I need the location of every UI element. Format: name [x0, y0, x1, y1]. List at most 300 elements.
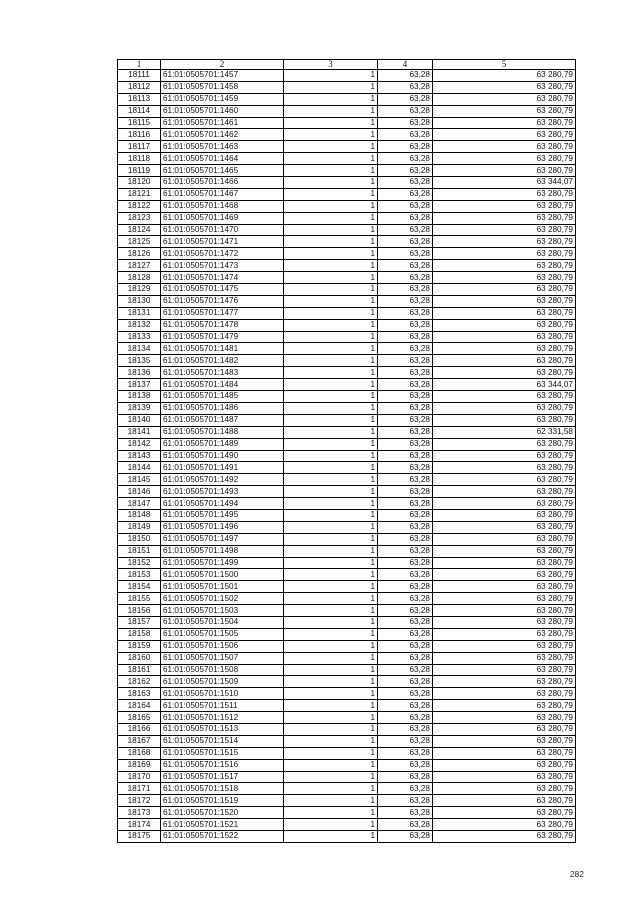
value-cell: 63 280,79	[433, 319, 576, 331]
row-number-cell: 18151	[118, 545, 161, 557]
row-number-cell: 18153	[118, 569, 161, 581]
area-cell: 63,28	[378, 557, 433, 569]
row-number-cell: 18161	[118, 664, 161, 676]
row-number-cell: 18167	[118, 735, 161, 747]
table-row	[118, 557, 576, 569]
row-number-cell: 18154	[118, 581, 161, 593]
quantity-cell: 1	[284, 343, 378, 355]
quantity-cell: 1	[284, 379, 378, 391]
cadastral-number-cell: 61:01:0505701:1460	[161, 105, 284, 117]
table-row	[118, 391, 576, 403]
row-number-cell: 18145	[118, 474, 161, 486]
cadastral-number-cell: 61:01:0505701:1498	[161, 545, 284, 557]
table-row	[118, 723, 576, 735]
table-row	[118, 521, 576, 533]
row-number-cell: 18148	[118, 509, 161, 521]
quantity-cell: 1	[284, 224, 378, 236]
table-row	[118, 272, 576, 284]
page-number: 282	[569, 869, 584, 879]
row-number-cell: 18132	[118, 319, 161, 331]
value-cell: 63 280,79	[433, 700, 576, 712]
value-cell: 63 280,79	[433, 831, 576, 843]
area-cell: 63,28	[378, 284, 433, 296]
quantity-cell: 1	[284, 331, 378, 343]
row-number-cell: 18130	[118, 295, 161, 307]
quantity-cell: 1	[284, 438, 378, 450]
row-number-cell: 18147	[118, 498, 161, 510]
row-number-cell: 18150	[118, 533, 161, 545]
quantity-cell: 1	[284, 177, 378, 189]
column-header-3: 3	[284, 60, 378, 70]
quantity-cell: 1	[284, 795, 378, 807]
table-row	[118, 819, 576, 831]
quantity-cell: 1	[284, 474, 378, 486]
cadastral-number-cell: 61:01:0505701:1510	[161, 688, 284, 700]
area-cell: 63,28	[378, 355, 433, 367]
cadastral-number-cell: 61:01:0505701:1458	[161, 81, 284, 93]
table-row	[118, 129, 576, 141]
quantity-cell: 1	[284, 153, 378, 165]
table-row	[118, 474, 576, 486]
table-row	[118, 70, 576, 82]
row-number-cell: 18135	[118, 355, 161, 367]
value-cell: 63 280,79	[433, 165, 576, 177]
cadastral-number-cell: 61:01:0505701:1471	[161, 236, 284, 248]
area-cell: 63,28	[378, 450, 433, 462]
value-cell: 63 280,79	[433, 498, 576, 510]
row-number-cell: 18165	[118, 712, 161, 724]
area-cell: 63,28	[378, 747, 433, 759]
quantity-cell: 1	[284, 284, 378, 296]
value-cell: 63 280,79	[433, 664, 576, 676]
cadastral-number-cell: 61:01:0505701:1472	[161, 248, 284, 260]
table-row	[118, 307, 576, 319]
quantity-cell: 1	[284, 165, 378, 177]
table-row	[118, 509, 576, 521]
area-cell: 63,28	[378, 414, 433, 426]
cadastral-number-cell: 61:01:0505701:1475	[161, 284, 284, 296]
area-cell: 63,28	[378, 81, 433, 93]
area-cell: 63,28	[378, 509, 433, 521]
area-cell: 63,28	[378, 260, 433, 272]
value-cell: 63 280,79	[433, 200, 576, 212]
cadastral-number-cell: 61:01:0505701:1482	[161, 355, 284, 367]
cadastral-number-cell: 61:01:0505701:1477	[161, 307, 284, 319]
table-row	[118, 426, 576, 438]
value-cell: 63 280,79	[433, 367, 576, 379]
value-cell: 63 280,79	[433, 533, 576, 545]
table-row	[118, 747, 576, 759]
area-cell: 63,28	[378, 533, 433, 545]
row-number-cell: 18134	[118, 343, 161, 355]
cadastral-number-cell: 61:01:0505701:1466	[161, 177, 284, 189]
table-row	[118, 759, 576, 771]
area-cell: 63,28	[378, 117, 433, 129]
table-row	[118, 486, 576, 498]
area-cell: 63,28	[378, 795, 433, 807]
area-cell: 63,28	[378, 616, 433, 628]
row-number-cell: 18128	[118, 272, 161, 284]
cadastral-number-cell: 61:01:0505701:1487	[161, 414, 284, 426]
row-number-cell: 18140	[118, 414, 161, 426]
row-number-cell: 18120	[118, 177, 161, 189]
value-cell: 63 344,07	[433, 379, 576, 391]
row-number-cell: 18174	[118, 819, 161, 831]
row-number-cell: 18158	[118, 628, 161, 640]
row-number-cell: 18162	[118, 676, 161, 688]
cadastral-number-cell: 61:01:0505701:1504	[161, 616, 284, 628]
cadastral-number-cell: 61:01:0505701:1495	[161, 509, 284, 521]
quantity-cell: 1	[284, 676, 378, 688]
table-row	[118, 688, 576, 700]
quantity-cell: 1	[284, 236, 378, 248]
value-cell: 63 280,79	[433, 70, 576, 82]
quantity-cell: 1	[284, 735, 378, 747]
area-cell: 63,28	[378, 664, 433, 676]
value-cell: 63 280,79	[433, 509, 576, 521]
cadastral-number-cell: 61:01:0505701:1513	[161, 723, 284, 735]
area-cell: 63,28	[378, 628, 433, 640]
value-cell: 63 280,79	[433, 284, 576, 296]
table-row	[118, 712, 576, 724]
area-cell: 63,28	[378, 129, 433, 141]
table-row	[118, 224, 576, 236]
cadastral-number-cell: 61:01:0505701:1470	[161, 224, 284, 236]
row-number-cell: 18136	[118, 367, 161, 379]
table-row	[118, 81, 576, 93]
table-row	[118, 236, 576, 248]
row-number-cell: 18142	[118, 438, 161, 450]
quantity-cell: 1	[284, 295, 378, 307]
row-number-cell: 18141	[118, 426, 161, 438]
row-number-cell: 18155	[118, 593, 161, 605]
quantity-cell: 1	[284, 367, 378, 379]
cadastral-number-cell: 61:01:0505701:1492	[161, 474, 284, 486]
row-number-cell: 18171	[118, 783, 161, 795]
value-cell: 63 280,79	[433, 93, 576, 105]
quantity-cell: 1	[284, 783, 378, 795]
cadastral-number-cell: 61:01:0505701:1484	[161, 379, 284, 391]
row-number-cell: 18139	[118, 402, 161, 414]
area-cell: 63,28	[378, 498, 433, 510]
cadastral-number-cell: 61:01:0505701:1517	[161, 771, 284, 783]
area-cell: 63,28	[378, 200, 433, 212]
row-number-cell: 18159	[118, 640, 161, 652]
area-cell: 63,28	[378, 735, 433, 747]
area-cell: 63,28	[378, 319, 433, 331]
area-cell: 63,28	[378, 486, 433, 498]
row-number-cell: 18143	[118, 450, 161, 462]
area-cell: 63,28	[378, 165, 433, 177]
cadastral-number-cell: 61:01:0505701:1483	[161, 367, 284, 379]
quantity-cell: 1	[284, 533, 378, 545]
value-cell: 63 280,79	[433, 593, 576, 605]
table-row	[118, 831, 576, 843]
column-header-2: 2	[161, 60, 284, 70]
table-row	[118, 652, 576, 664]
quantity-cell: 1	[284, 759, 378, 771]
table-row	[118, 248, 576, 260]
row-number-cell: 18172	[118, 795, 161, 807]
table-row	[118, 771, 576, 783]
area-cell: 63,28	[378, 379, 433, 391]
value-cell: 63 280,79	[433, 688, 576, 700]
cadastral-number-cell: 61:01:0505701:1514	[161, 735, 284, 747]
cadastral-number-cell: 61:01:0505701:1464	[161, 153, 284, 165]
quantity-cell: 1	[284, 628, 378, 640]
cadastral-number-cell: 61:01:0505701:1522	[161, 831, 284, 843]
table-row	[118, 153, 576, 165]
row-number-cell: 18146	[118, 486, 161, 498]
cadastral-number-cell: 61:01:0505701:1516	[161, 759, 284, 771]
quantity-cell: 1	[284, 723, 378, 735]
row-number-cell: 18137	[118, 379, 161, 391]
area-cell: 63,28	[378, 307, 433, 319]
quantity-cell: 1	[284, 819, 378, 831]
value-cell: 63 344,07	[433, 177, 576, 189]
table-row	[118, 414, 576, 426]
table-row	[118, 700, 576, 712]
quantity-cell: 1	[284, 831, 378, 843]
cadastral-number-cell: 61:01:0505701:1511	[161, 700, 284, 712]
value-cell: 63 280,79	[433, 819, 576, 831]
cadastral-number-cell: 61:01:0505701:1519	[161, 795, 284, 807]
table-row	[118, 640, 576, 652]
value-cell: 62 331,58	[433, 426, 576, 438]
cadastral-number-cell: 61:01:0505701:1465	[161, 165, 284, 177]
quantity-cell: 1	[284, 93, 378, 105]
value-cell: 63 280,79	[433, 81, 576, 93]
cadastral-number-cell: 61:01:0505701:1479	[161, 331, 284, 343]
quantity-cell: 1	[284, 319, 378, 331]
row-number-cell: 18111	[118, 70, 161, 82]
table-row	[118, 735, 576, 747]
column-header-1: 1	[118, 60, 161, 70]
area-cell: 63,28	[378, 70, 433, 82]
area-cell: 63,28	[378, 759, 433, 771]
table-row	[118, 379, 576, 391]
quantity-cell: 1	[284, 509, 378, 521]
area-cell: 63,28	[378, 700, 433, 712]
table-row	[118, 367, 576, 379]
value-cell: 63 280,79	[433, 735, 576, 747]
row-number-cell: 18133	[118, 331, 161, 343]
quantity-cell: 1	[284, 747, 378, 759]
quantity-cell: 1	[284, 664, 378, 676]
row-number-cell: 18115	[118, 117, 161, 129]
table-row	[118, 295, 576, 307]
area-cell: 63,28	[378, 819, 433, 831]
value-cell: 63 280,79	[433, 224, 576, 236]
value-cell: 63 280,79	[433, 771, 576, 783]
value-cell: 63 280,79	[433, 129, 576, 141]
row-number-cell: 18119	[118, 165, 161, 177]
column-header-4: 4	[378, 60, 433, 70]
cadastral-number-cell: 61:01:0505701:1521	[161, 819, 284, 831]
cadastral-number-cell: 61:01:0505701:1469	[161, 212, 284, 224]
table-row	[118, 807, 576, 819]
area-cell: 63,28	[378, 438, 433, 450]
table-row	[118, 177, 576, 189]
cadastral-number-cell: 61:01:0505701:1500	[161, 569, 284, 581]
row-number-cell: 18149	[118, 521, 161, 533]
quantity-cell: 1	[284, 593, 378, 605]
value-cell: 63 280,79	[433, 236, 576, 248]
area-cell: 63,28	[378, 248, 433, 260]
area-cell: 63,28	[378, 593, 433, 605]
value-cell: 63 280,79	[433, 260, 576, 272]
cadastral-number-cell: 61:01:0505701:1462	[161, 129, 284, 141]
table-row	[118, 331, 576, 343]
area-cell: 63,28	[378, 462, 433, 474]
area-cell: 63,28	[378, 105, 433, 117]
quantity-cell: 1	[284, 545, 378, 557]
row-number-cell: 18129	[118, 284, 161, 296]
row-number-cell: 18117	[118, 141, 161, 153]
value-cell: 63 280,79	[433, 545, 576, 557]
value-cell: 63 280,79	[433, 295, 576, 307]
value-cell: 63 280,79	[433, 212, 576, 224]
quantity-cell: 1	[284, 402, 378, 414]
quantity-cell: 1	[284, 450, 378, 462]
area-cell: 63,28	[378, 177, 433, 189]
table-row	[118, 664, 576, 676]
value-cell: 63 280,79	[433, 569, 576, 581]
area-cell: 63,28	[378, 93, 433, 105]
cadastral-number-cell: 61:01:0505701:1485	[161, 391, 284, 403]
value-cell: 63 280,79	[433, 331, 576, 343]
value-cell: 63 280,79	[433, 414, 576, 426]
table-row	[118, 569, 576, 581]
value-cell: 63 280,79	[433, 105, 576, 117]
row-number-cell: 18118	[118, 153, 161, 165]
quantity-cell: 1	[284, 188, 378, 200]
row-number-cell: 18122	[118, 200, 161, 212]
row-number-cell: 18144	[118, 462, 161, 474]
value-cell: 63 280,79	[433, 307, 576, 319]
table-row	[118, 260, 576, 272]
cadastral-number-cell: 61:01:0505701:1486	[161, 402, 284, 414]
area-cell: 63,28	[378, 545, 433, 557]
row-number-cell: 18124	[118, 224, 161, 236]
table-row	[118, 141, 576, 153]
row-number-cell: 18152	[118, 557, 161, 569]
row-number-cell: 18125	[118, 236, 161, 248]
value-cell: 63 280,79	[433, 616, 576, 628]
table-row	[118, 212, 576, 224]
table-row	[118, 200, 576, 212]
area-cell: 63,28	[378, 212, 433, 224]
value-cell: 63 280,79	[433, 117, 576, 129]
cadastral-number-cell: 61:01:0505701:1515	[161, 747, 284, 759]
quantity-cell: 1	[284, 569, 378, 581]
table-row	[118, 117, 576, 129]
cadastral-number-cell: 61:01:0505701:1459	[161, 93, 284, 105]
quantity-cell: 1	[284, 712, 378, 724]
table-row	[118, 545, 576, 557]
quantity-cell: 1	[284, 129, 378, 141]
cadastral-number-cell: 61:01:0505701:1503	[161, 605, 284, 617]
cadastral-number-cell: 61:01:0505701:1508	[161, 664, 284, 676]
value-cell: 63 280,79	[433, 248, 576, 260]
cadastral-number-cell: 61:01:0505701:1501	[161, 581, 284, 593]
property-register-table	[117, 59, 576, 843]
quantity-cell: 1	[284, 105, 378, 117]
quantity-cell: 1	[284, 605, 378, 617]
quantity-cell: 1	[284, 771, 378, 783]
table-row	[118, 498, 576, 510]
area-cell: 63,28	[378, 295, 433, 307]
quantity-cell: 1	[284, 557, 378, 569]
value-cell: 63 280,79	[433, 747, 576, 759]
table-row	[118, 450, 576, 462]
cadastral-number-cell: 61:01:0505701:1488	[161, 426, 284, 438]
area-cell: 63,28	[378, 723, 433, 735]
row-number-cell: 18112	[118, 81, 161, 93]
quantity-cell: 1	[284, 498, 378, 510]
quantity-cell: 1	[284, 212, 378, 224]
area-cell: 63,28	[378, 367, 433, 379]
area-cell: 63,28	[378, 331, 433, 343]
row-number-cell: 18168	[118, 747, 161, 759]
value-cell: 63 280,79	[433, 188, 576, 200]
value-cell: 63 280,79	[433, 272, 576, 284]
quantity-cell: 1	[284, 462, 378, 474]
table-row	[118, 355, 576, 367]
table-row	[118, 438, 576, 450]
area-cell: 63,28	[378, 831, 433, 843]
row-number-cell: 18126	[118, 248, 161, 260]
value-cell: 63 280,79	[433, 628, 576, 640]
cadastral-number-cell: 61:01:0505701:1468	[161, 200, 284, 212]
cadastral-number-cell: 61:01:0505701:1490	[161, 450, 284, 462]
value-cell: 63 280,79	[433, 795, 576, 807]
quantity-cell: 1	[284, 688, 378, 700]
row-number-cell: 18173	[118, 807, 161, 819]
value-cell: 63 280,79	[433, 438, 576, 450]
area-cell: 63,28	[378, 141, 433, 153]
row-number-cell: 18131	[118, 307, 161, 319]
area-cell: 63,28	[378, 771, 433, 783]
area-cell: 63,28	[378, 581, 433, 593]
table-row	[118, 676, 576, 688]
table-row	[118, 165, 576, 177]
quantity-cell: 1	[284, 807, 378, 819]
row-number-cell: 18121	[118, 188, 161, 200]
cadastral-number-cell: 61:01:0505701:1457	[161, 70, 284, 82]
value-cell: 63 280,79	[433, 557, 576, 569]
area-cell: 63,28	[378, 807, 433, 819]
row-number-cell: 18127	[118, 260, 161, 272]
value-cell: 63 280,79	[433, 474, 576, 486]
quantity-cell: 1	[284, 640, 378, 652]
cadastral-number-cell: 61:01:0505701:1507	[161, 652, 284, 664]
cadastral-number-cell: 61:01:0505701:1481	[161, 343, 284, 355]
row-number-cell: 18166	[118, 723, 161, 735]
area-cell: 63,28	[378, 153, 433, 165]
area-cell: 63,28	[378, 236, 433, 248]
value-cell: 63 280,79	[433, 759, 576, 771]
row-number-cell: 18138	[118, 391, 161, 403]
area-cell: 63,28	[378, 652, 433, 664]
quantity-cell: 1	[284, 307, 378, 319]
quantity-cell: 1	[284, 117, 378, 129]
value-cell: 63 280,79	[433, 450, 576, 462]
table-row	[118, 593, 576, 605]
area-cell: 63,28	[378, 391, 433, 403]
table-row	[118, 105, 576, 117]
table-row	[118, 93, 576, 105]
